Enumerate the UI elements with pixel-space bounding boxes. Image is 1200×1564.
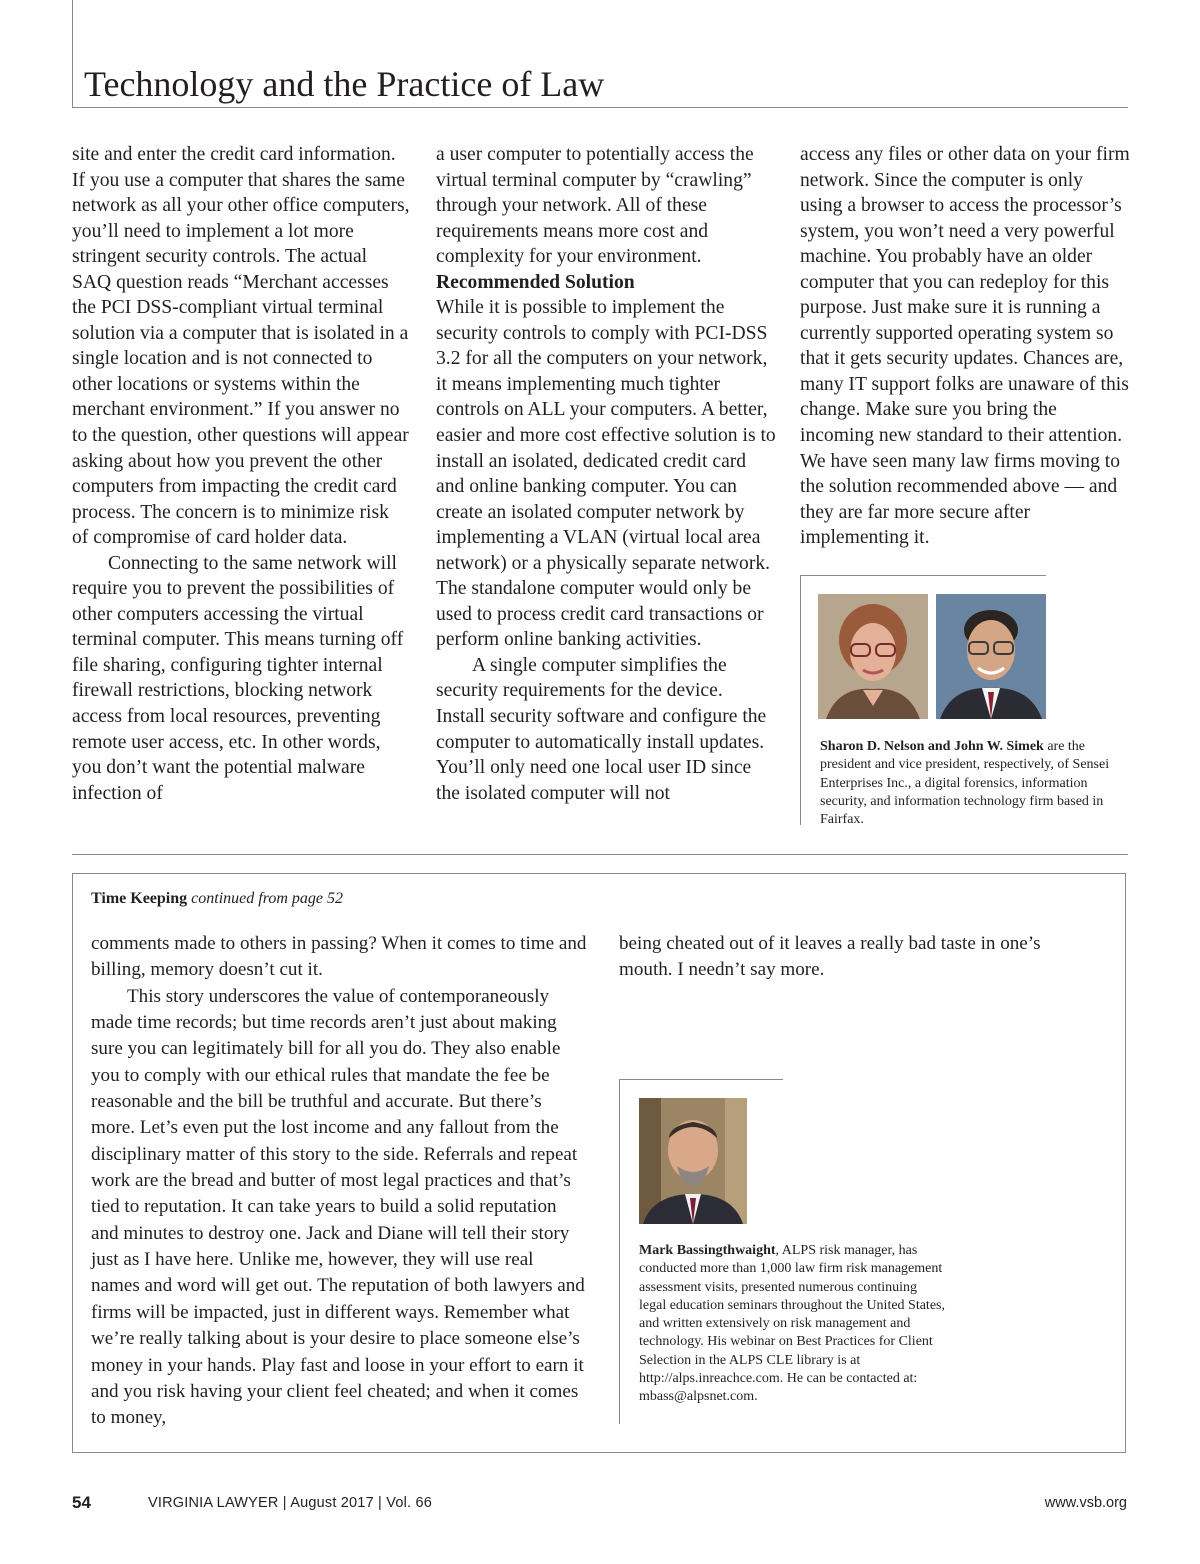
author-names: Sharon D. Nelson and John W. Simek <box>820 739 1044 754</box>
time-keeping-title: Time Keeping <box>91 890 188 907</box>
article-column-1 <box>72 142 410 806</box>
paragraph: access any files or other data on your firm network. Since the computer is only using a browser to access the processor’s system, you won’t need a very powerful machine. You probably have an older computer that you can redeploy for this purpose. Just make sure it is running a currently supported operating system so that it gets security updates. Chances are, many IT support folks are unaware of this change. Make sure you bring the incoming new standard to their attention. We have seen many law firms moving to the solution recommended above — and they are far more secure after implementing it. <box>800 144 1130 549</box>
paragraph: site and enter the credit card information. If you use a computer that shares the same network as all your other office computers, you’ll need to implement a lot more stringent security controls. The actual SAQ question reads “Merchant accesses the PCI DSS-compliant virtual terminal solution via a computer that is isolated in a single location and is not connected to other locations or systems within the merchant environment.” If you answer no to the question, other questions will appear asking about how you prevent the other computers from impacting the credit card process. The concern is to minimize risk of compromise of card holder data. <box>72 144 410 549</box>
paragraph: This story underscores the value of contemporaneously made time records; but time records aren’t just about making sure you can legitimately bill for all you do. They also enable you to comply with our ethical rules that mandate the fee be reasonable and the bill be truthful and accurate. But there’s more. Let’s even put the lost income and any fallout from the disciplinary matter of this story to the side. Referrals and repeat work are the bread and butter of most legal practices and that’s tied to reputation. It can take years to build a solid reputation and minutes to destroy one. Jack and Diane will tell their story just as I have here. Unlike me, however, they will use real names and word will get out. The reputation of both lawyers and firms will be impacted, just in different ways. Remember what we’re really talking about is your desire to place someone else’s money in your hands. Play fast and loose in your effort to earn it and you risk having your client feel cheated; and when it comes to money, <box>91 985 585 1429</box>
time-keeping-left-column <box>91 931 587 1432</box>
time-keeping-right-column <box>619 931 1064 984</box>
header-vertical-rule <box>72 0 73 108</box>
time-keeping-box <box>72 873 1126 1453</box>
bio-rule <box>800 575 1046 576</box>
website-url: www.vsb.org <box>1044 1495 1127 1511</box>
author-photo-mark-bassingthwaight <box>639 1098 747 1224</box>
publication-info: VIRGINIA LAWYER | August 2017 | Vol. 66 <box>148 1495 432 1511</box>
bio-rule <box>619 1079 620 1424</box>
continued-note: continued from page 52 <box>191 890 343 907</box>
author-bio-text: , ALPS risk manager, has conducted more than 1,000 law firm risk management assessment visits, presented numerous continuing legal education seminars throughout the United States, and written extensively on risk management and technology. His webinar on Best Practices for Client Selection in the ALPS CLE library is at http://alps.inreachce.com. He can be contacted at: mbass@alpsnet.com. <box>639 1243 945 1405</box>
paragraph: Connecting to the same network will require you to prevent the possibilities of other computers accessing the virtual terminal computer. This means turning off file sharing, configuring tighter internal firewall restrictions, blocking network access from local resources, preventing remote user access, etc. In other words, you don’t want the potential malware infection of <box>72 552 404 804</box>
time-keeping-heading <box>91 888 343 910</box>
paragraph: comments made to others in passing? When it comes to time and billing, memory doesn’t cut it. <box>91 933 587 981</box>
author-photo-sharon-nelson <box>818 594 928 719</box>
header-rule <box>72 107 1128 108</box>
article-column-2 <box>436 142 776 806</box>
page-number: 54 <box>72 1493 91 1512</box>
author-bio <box>639 1242 947 1407</box>
author-name: Mark Bassingthwaight <box>639 1243 776 1258</box>
section-title: Technology and the Practice of Law <box>84 64 605 104</box>
bio-rule <box>619 1079 783 1080</box>
bio-rule <box>800 575 801 825</box>
paragraph: a user computer to potentially access the virtual terminal computer by “crawling” through your network. All of these requirements means more cost and complexity for your environment. <box>436 144 754 268</box>
page-footer <box>0 1493 1200 1517</box>
paragraph: being cheated out of it leaves a really bad taste in one’s mouth. I needn’t say more. <box>619 933 1041 981</box>
author-photo-john-simek <box>936 594 1046 719</box>
paragraph: While it is possible to implement the security controls to comply with PCI-DSS 3.2 for all the computers on your network, it means implementing much tighter controls on ALL your computers. A better, easier and more cost effective solution is to install an isolated, dedicated credit card and online banking computer. You can create an isolated computer network by implementing a VLAN (virtual local area network) or a physically separate network. The standalone computer would only be used to process credit card transactions or perform online banking activities. <box>436 297 776 651</box>
section-divider <box>72 854 1128 855</box>
author-bio-text: are the president and vice president, respectively, of Sensei Enterprises Inc., a digital forensics, information security, and information technology firm based in Fairfax. <box>820 739 1110 828</box>
paragraph: A single computer simplifies the security requirements for the device. Install security software and configure the computer to automatically install updates. You’ll only need one local user ID since the isolated computer will not <box>436 654 767 804</box>
article-column-3 <box>800 142 1130 551</box>
subheading: Recommended Solution <box>436 271 635 293</box>
author-bio <box>820 738 1116 829</box>
